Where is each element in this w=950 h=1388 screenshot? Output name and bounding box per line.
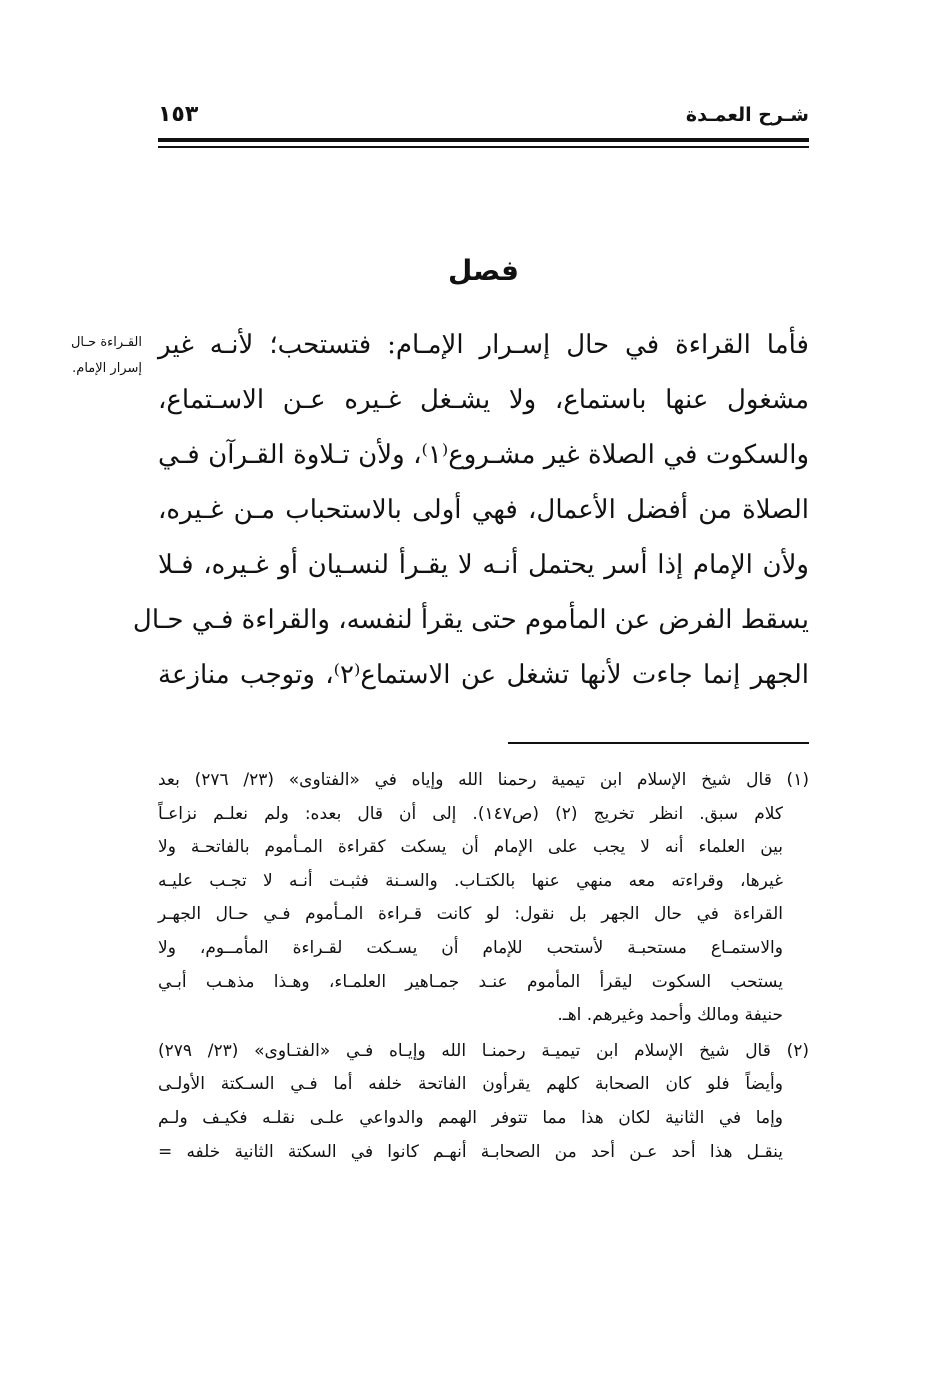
footnote-line: حنيفة ومالك وأحمد وغيرهم. اهـ.	[557, 1005, 783, 1026]
margin-note-line: إسرار الإمام.	[72, 361, 142, 376]
footnote-line: (٢) قال شيخ الإسلام ابن تيميـة رحمنـا الله وإيـاه فـي «الفتـاوى» (٢٣/ ٢٧٩)	[158, 1040, 809, 1061]
footnote-line: غيرها، وقراءته معه منهي عنها بالكتـاب. والسـنة فثبـت أنـه لا تجـب عليـه	[158, 870, 783, 891]
text-line: يسقط الفرض عن المأموم حتى يقرأ لنفسه، والقراءة فـي حـال	[132, 605, 809, 635]
footnote-1	[158, 764, 809, 1033]
footnote-line: والاستمـاع مستحبـة لأستحب للإمام أن يسـكت لقـراءة المأمــوم، ولا	[158, 937, 783, 958]
footnote-separator	[508, 742, 809, 744]
text-line: فأما القراءة في حال إسـرار الإمـام: فتستحب؛ لأنـه غير	[158, 330, 809, 360]
footnote-line: بين العلماء أنه لا يجب على الإمام أن يسكت كقراءة المـأموم بالفاتحـة ولا	[158, 837, 783, 858]
text-line: الصلاة من أفضل الأعمال، فهي أولى بالاستحباب مـن غـيره،	[158, 495, 809, 525]
footnote-line: وإما في الثانية لكان هذا مما تتوفر الهمم والدواعي علـى نقلـه فكيـف ولـم	[158, 1107, 783, 1128]
text-line: ولأن الإمام إذا أسر يحتمل أنـه لا يقـرأ لنسـيان أو غـيره، فـلا	[158, 550, 809, 580]
text-line: والسكوت في الصلاة غير مشـروع⁽١⁾، ولأن تـلاوة القـرآن فـي	[158, 440, 809, 470]
footnote-line: يستحب السكوت ليقرأ المأموم عنـد جمـاهير العلمـاء، وهـذا مذهـب أبـي	[158, 971, 783, 992]
page-header	[158, 104, 809, 132]
header-rule-thin	[158, 146, 809, 148]
footnote-line: كلام سبق. انظر تخريج (٢) (ص١٤٧). إلى أن قال بعده: ولم نعلـم نزاعـاً	[158, 803, 783, 824]
header-rule-thick	[158, 138, 809, 142]
page-number: ١٥٣	[158, 102, 199, 127]
footnote-2	[158, 1035, 809, 1169]
footnote-line: (١) قال شيخ الإسلام ابن تيمية رحمنا الله وإياه في «الفتاوى» (٢٣/ ٢٧٦) بعد	[158, 770, 809, 790]
text-line: الجهر إنما جاءت لأنها تشغل عن الاستماع⁽٢⁾، وتوجب منازعة	[158, 660, 809, 690]
main-paragraph	[132, 318, 809, 703]
footnote-line: القراءة في حال الجهر بل نقول: لو كانت قـراءة المـأموم فـي حـال الجهـر	[158, 904, 783, 925]
footnote-line: وأيضاً فلو كان الصحابة كلهم يقرأون الفاتحة خلفه أما فـي السـكتة الأولـى	[158, 1074, 783, 1095]
running-title: شـرح العمـدة	[685, 104, 809, 126]
margin-note-line: القـراءة حـال	[70, 335, 142, 350]
section-title: فصل	[448, 254, 519, 287]
footnote-line: ينقـل هذا أحد عـن أحد من الصحابـة أنهـم كانوا في السكتة الثانية خلفه =	[158, 1141, 783, 1162]
text-line: مشغول عنها باستماع، ولا يشـغل غـيره عـن الاسـتماع،	[158, 385, 809, 415]
footnotes	[158, 764, 809, 1169]
margin-note	[38, 330, 142, 382]
